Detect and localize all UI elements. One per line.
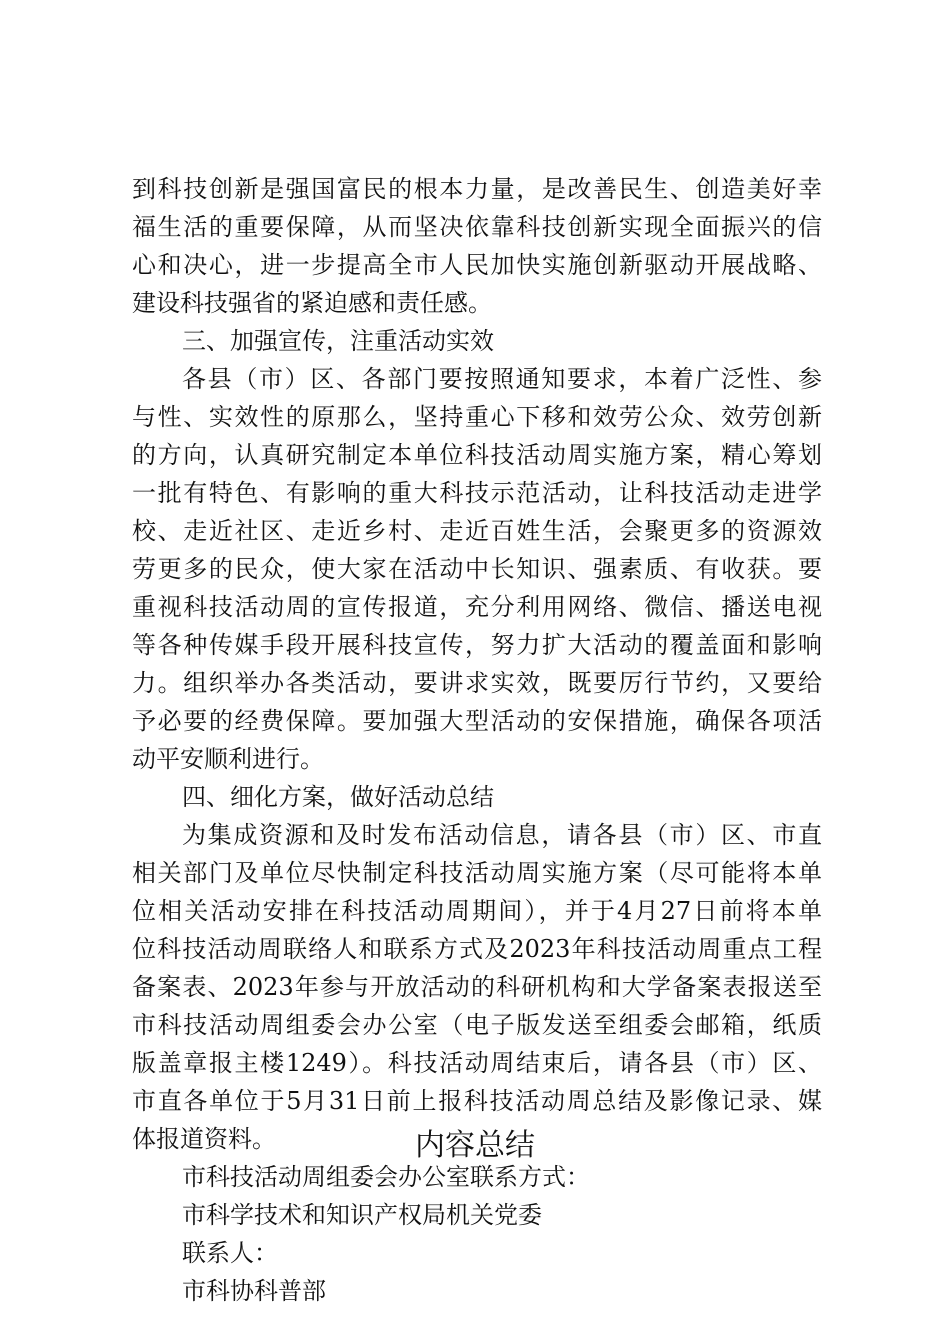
paragraph-line: 一批有特色、有影响的重大科技示范活动，让科技活动走进学 [132,479,822,507]
section-heading: 三、加强宣传，注重活动实效 [182,327,494,355]
paragraph-line: 各县（市）区、各部门要按照通知要求，本着广泛性、参 [182,365,822,393]
contact-line: 市科技活动周组委会办公室联系方式： [182,1163,590,1191]
paragraph-line: 等各种传媒手段开展科技宣传，努力扩大活动的覆盖面和影响 [132,631,822,659]
paragraph-line: 福生活的重要保障，从而坚决依靠科技创新实现全面振兴的信 [132,213,822,241]
contact-line: 市科协科普部 [182,1277,326,1305]
paragraph-line: 力。组织举办各类活动，要讲求实效，既要厉行节约，又要给 [132,669,822,697]
paragraph-line: 备案表、2023年参与开放活动的科研机构和大学备案表报送至 [132,973,822,1001]
paragraph-line: 心和决心，进一步提高全市人民加快实施创新驱动开展战略、 [132,251,822,279]
paragraph-line: 体报道资料。 [132,1125,276,1153]
contact-line: 联系人： [182,1239,278,1267]
paragraph-line: 到科技创新是强国富民的根本力量，是改善民生、创造美好幸 [132,175,822,203]
paragraph-line: 建设科技强省的紧迫感和责任感。 [132,289,492,317]
paragraph-line: 动平安顺利进行。 [132,745,324,773]
paragraph-line: 位相关活动安排在科技活动周期间），并于4月27日前将本单 [132,897,822,925]
paragraph-line: 劳更多的民众，使大家在活动中长知识、强素质、有收获。要 [132,555,822,583]
paragraph-line: 版盖章报主楼1249）。科技活动周结束后，请各县（市）区、 [132,1049,822,1077]
section-heading: 四、细化方案，做好活动总结 [182,783,494,811]
paragraph-line: 为集成资源和及时发布活动信息，请各县（市）区、市直 [182,821,822,849]
paragraph-line: 位科技活动周联络人和联系方式及2023年科技活动周重点工程 [132,935,822,963]
paragraph-line: 重视科技活动周的宣传报道，充分利用网络、微信、播送电视 [132,593,822,621]
paragraph-line: 校、走近社区、走近乡村、走近百姓生活，会聚更多的资源效 [132,517,822,545]
summary-title: 内容总结 [415,1128,535,1163]
paragraph-line: 的方向，认真研究制定本单位科技活动周实施方案，精心筹划 [132,441,822,469]
paragraph-line: 予必要的经费保障。要加强大型活动的安保措施，确保各项活 [132,707,822,735]
paragraph-line: 市科技活动周组委会办公室（电子版发送至组委会邮箱，纸质 [132,1011,822,1039]
paragraph-line: 与性、实效性的原那么，坚持重心下移和效劳公众、效劳创新 [132,403,822,431]
paragraph-line: 市直各单位于5月31日前上报科技活动周总结及影像记录、媒 [132,1087,822,1115]
contact-line: 市科学技术和知识产权局机关党委 [182,1201,542,1229]
paragraph-line: 相关部门及单位尽快制定科技活动周实施方案（尽可能将本单 [132,859,822,887]
